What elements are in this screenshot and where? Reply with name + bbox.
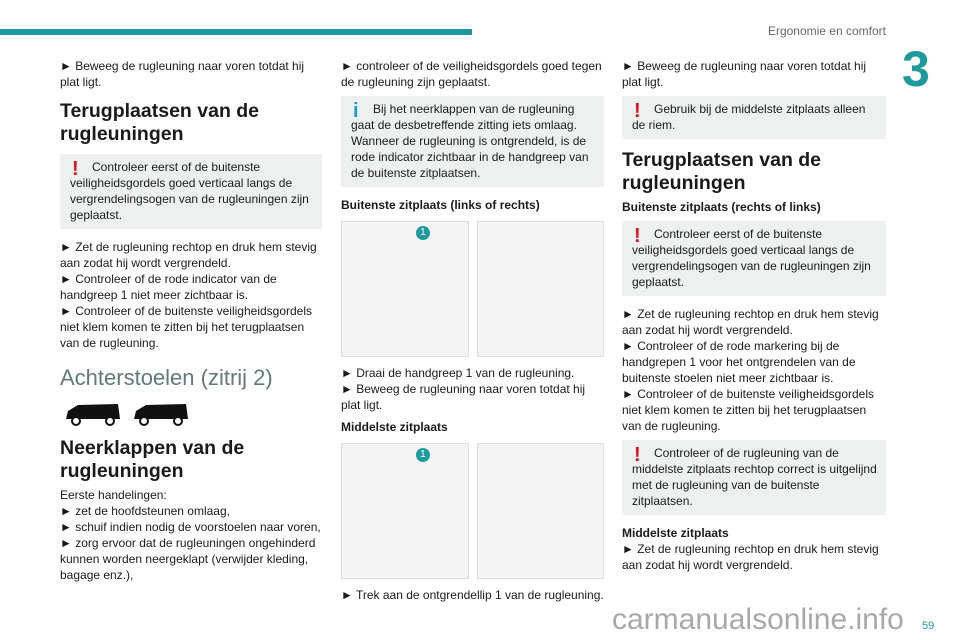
step: ► zet de hoofdsteunen omlaag, (60, 504, 230, 518)
warning-text: Gebruik bij de middelste zitplaats alleen de riem. (632, 102, 866, 132)
subheading: Middelste zitplaats (622, 526, 729, 540)
info-text: Bij het neerklappen van de rugleuning gaat de desbetreffende zitting iets omlaag. Wanneer de rugleuning is ontgrendeld, is de rode indicator zichtbaar in de handgreep van de buitenste zitplaatsen. (351, 102, 589, 180)
header-bar (0, 29, 472, 35)
illustration-panel (477, 443, 605, 579)
van-icon (64, 401, 122, 427)
vehicle-icons (64, 401, 322, 427)
warning-note (60, 154, 322, 229)
step: ► Beweeg de rugleuning naar voren totdat hij plat ligt. (341, 382, 586, 412)
step: ► Zet de rugleuning rechtop en druk hem stevig aan zodat hij wordt vergrendeld. (622, 542, 879, 572)
step: ► Controleer of de buitenste veiligheidsgordels niet klem komen te zitten bij het terugplaatsen van de rugleuning. (60, 304, 313, 350)
van-icon (132, 401, 190, 427)
info-note (341, 96, 604, 187)
illustration-panel (341, 221, 469, 357)
step: ► Controleer of de rode indicator van de handgreep 1 niet meer zichtbaar is. (60, 272, 277, 302)
warning-note (622, 221, 886, 296)
warning-icon: ! (634, 100, 641, 122)
warning-icon: ! (72, 158, 79, 180)
step: ► controleer of de veiligheidsgordels goed tegen de rugleuning zijn geplaatst. (341, 59, 602, 89)
warning-icon: ! (634, 225, 641, 247)
heading: Neerklappen van de rugleuningen (60, 437, 245, 482)
chapter-number: 3 (902, 41, 930, 97)
step: ► zorg ervoor dat de rugleuningen ongehinderd kunnen worden neergeklapt (verwijder kleding, bagage enz.), (60, 536, 316, 582)
column-1 (60, 58, 322, 589)
warning-text: Controleer eerst of de buitenste veiligheidsgordels goed verticaal langs de vergrendelingsogen van de rugleuningen zijn geplaatst. (70, 160, 309, 222)
heading: Terugplaatsen van de rugleuningen (60, 100, 260, 145)
step: ► Zet de rugleuning rechtop en druk hem stevig aan zodat hij wordt vergrendeld. (622, 307, 879, 337)
subheading: Buitenste zitplaats (links of rechts) (341, 198, 540, 212)
warning-text: Controleer eerst of de buitenste veiligheidsgordels goed verticaal langs de vergrendelingsogen van de rugleuningen zijn geplaatst. (632, 227, 871, 289)
callout-badge: 1 (416, 448, 430, 462)
warning-icon: ! (634, 444, 641, 466)
heading: Terugplaatsen van de rugleuningen (622, 149, 822, 194)
text: Eerste handelingen: (60, 488, 167, 502)
step: ► Beweeg de rugleuning naar voren totdat hij plat ligt. (60, 59, 305, 89)
section-heading: Achterstoelen (zitrij 2) (60, 365, 273, 390)
column-3 (622, 58, 886, 579)
page-number: 59 (922, 620, 935, 632)
seat-illustration (341, 221, 604, 357)
subheading: Buitenste zitplaats (rechts of links) (622, 200, 821, 214)
section-title: Ergonomie en comfort (767, 24, 886, 38)
subheading: Middelste zitplaats (341, 420, 448, 434)
callout-badge: 1 (416, 226, 430, 240)
step: ► schuif indien nodig de voorstoelen naar voren, (60, 520, 321, 534)
warning-text: Controleer of de rugleuning van de middelste zitplaats rechtop correct is uitgelijnd met de rugleuning van de buitenste zitplaatsen. (632, 446, 877, 508)
illustration-panel (477, 221, 605, 357)
step: ► Trek aan de ontgrendellip 1 van de rugleuning. (341, 588, 604, 602)
step: ► Controleer of de rode markering bij de handgrepen 1 voor het ontgrendelen van de buitenste stoelen niet meer zichtbaar is. (622, 339, 856, 385)
step: ► Beweeg de rugleuning naar voren totdat hij plat ligt. (622, 59, 867, 89)
step: ► Zet de rugleuning rechtop en druk hem stevig aan zodat hij wordt vergrendeld. (60, 240, 317, 270)
step: ► Draai de handgreep 1 van de rugleuning. (341, 366, 575, 380)
watermark: carmanualsonline.info (612, 603, 904, 636)
column-2 (341, 58, 604, 609)
seat-illustration (341, 443, 604, 579)
warning-note (622, 96, 886, 139)
step: ► Controleer of de buitenste veiligheidsgordels niet klem komen te zitten bij het terugplaatsen van de rugleuning. (622, 387, 875, 433)
warning-note (622, 440, 886, 515)
info-icon: i (353, 100, 359, 122)
illustration-panel (341, 443, 469, 579)
